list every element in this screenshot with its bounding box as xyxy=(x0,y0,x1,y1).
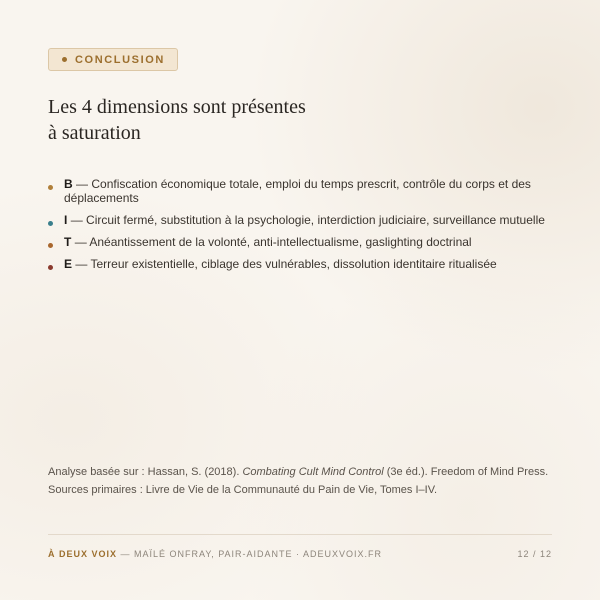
dimension-list xyxy=(48,177,548,279)
footer-brand: À DEUX VOIX xyxy=(48,549,118,559)
title-line-2: à saturation xyxy=(48,122,141,144)
item-text: — Terreur existentielle, ciblage des vulnérables, dissolution identitaire ritualisée xyxy=(75,257,497,271)
item-text: — Anéantissement de la volonté, anti-intellectualisme, gaslighting doctrinal xyxy=(74,235,472,249)
list-item-e xyxy=(48,257,548,271)
citation-book-title: Combating Cult Mind Control xyxy=(242,466,384,478)
list-item-i xyxy=(48,213,548,227)
footer-divider xyxy=(48,534,552,535)
citation-suffix: (3e éd.). Freedom of Mind Press. xyxy=(383,466,549,478)
bullet-dot-icon xyxy=(48,221,53,226)
citation-reference xyxy=(48,463,554,481)
section-badge xyxy=(48,48,178,71)
footer xyxy=(48,549,552,559)
page-number: 12 / 12 xyxy=(517,549,552,559)
bullet-dot-icon xyxy=(48,243,53,248)
item-letter: B xyxy=(64,177,73,191)
citation-prefix: Analyse basée sur : Hassan, S. (2018). xyxy=(48,466,243,478)
citation-primary-sources: Sources primaires : Livre de Vie de la Communauté du Pain de Vie, Tomes I–IV. xyxy=(48,484,438,496)
bullet-dot-icon xyxy=(48,185,53,190)
item-letter: I xyxy=(64,213,68,227)
list-item-b xyxy=(48,177,548,205)
item-text: — Circuit fermé, substitution à la psychologie, interdiction judiciaire, surveillance mutuelle xyxy=(70,213,545,227)
badge-label: CONCLUSION xyxy=(75,53,165,66)
item-letter: T xyxy=(64,235,72,249)
item-letter: E xyxy=(64,257,73,271)
badge-dot-icon xyxy=(62,57,67,62)
title-line-1: Les 4 dimensions sont présentes xyxy=(48,96,306,118)
source-citation xyxy=(48,463,554,499)
page-title xyxy=(48,94,306,146)
bullet-dot-icon xyxy=(48,265,53,270)
item-text: — Confiscation économique totale, emploi du temps prescrit, contrôle du corps et des déplacements xyxy=(64,177,531,205)
footer-credit xyxy=(48,549,382,559)
footer-byline: — MAÏLÉ ONFRAY, PAIR-AIDANTE · ADEUXVOIX.FR xyxy=(117,549,383,559)
list-item-t xyxy=(48,235,548,249)
